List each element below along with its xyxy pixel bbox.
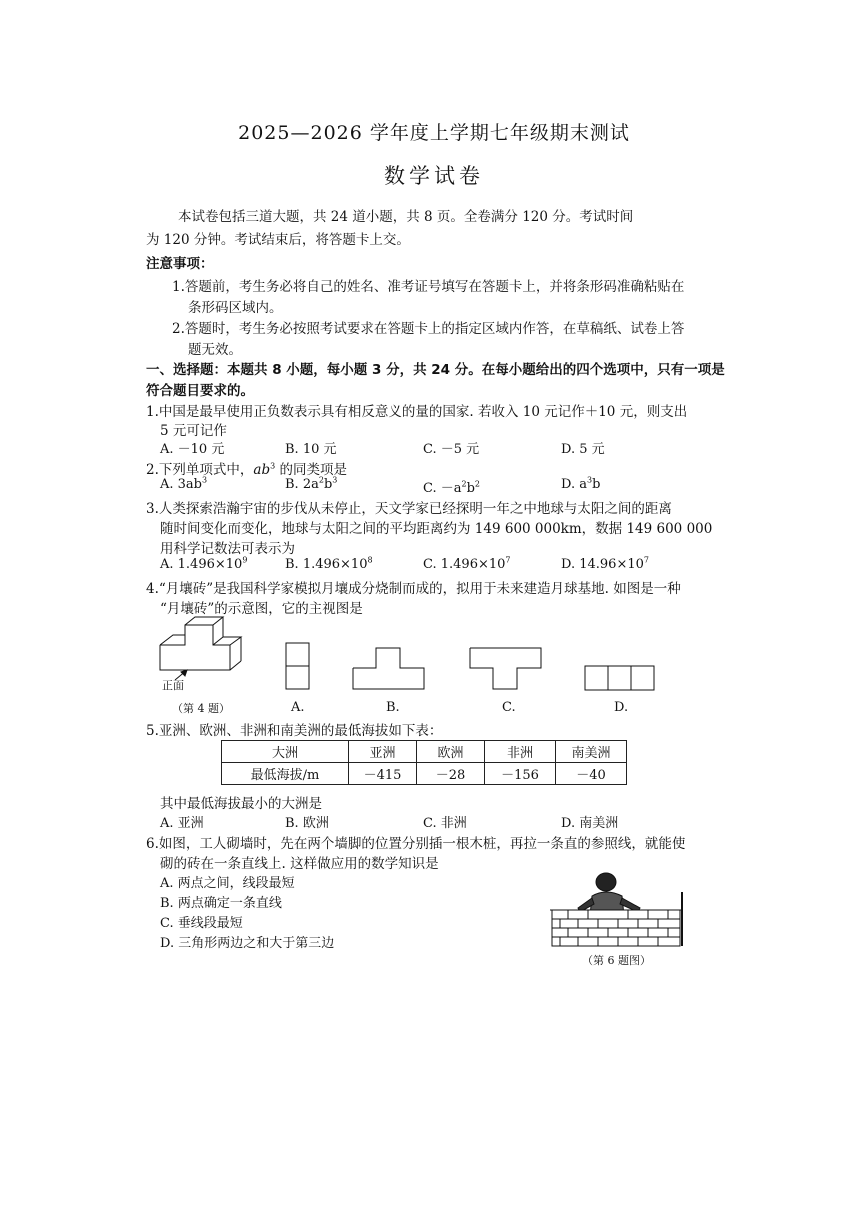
q6-stem-line-2: 砌的砖在一条直线上. 这样做应用的数学知识是 — [160, 856, 439, 872]
table-cell: 大洲 — [222, 741, 349, 763]
table-cell: 非洲 — [485, 741, 556, 763]
table-row — [222, 741, 627, 763]
q6-option-c: C. 垂线段最短 — [160, 916, 243, 931]
q4-option-c-label: C. — [502, 700, 516, 715]
q5-option-b: B. 欧洲 — [285, 816, 329, 831]
q6-bricklayer-figure — [548, 870, 688, 948]
exam-subtitle: 数学试卷 — [384, 164, 484, 188]
q4-figure-caption: （第 4 题） — [172, 702, 230, 715]
q4-option-a-label: A. — [291, 700, 305, 715]
notice-item-1-line-2: 条形码区域内。 — [188, 300, 283, 316]
q4-option-c-figure — [469, 647, 544, 692]
notice-item-2-line-1: 2.答题时，考生务必按照考试要求在答题卡上的指定区域内作答，在草稿纸、试卷上答 — [172, 321, 685, 337]
table-cell: 最低海拔/m — [222, 763, 349, 785]
q4-option-d-figure — [584, 665, 656, 692]
q6-option-b: B. 两点确定一条直线 — [160, 896, 282, 911]
q2-option-a: A. $3ab^3$ — [160, 475, 208, 492]
q6-figure-caption: （第 6 题图） — [582, 954, 651, 967]
q4-option-d-label: D. — [614, 700, 629, 715]
q1-stem-line-2: 5 元可记作 — [160, 423, 227, 439]
q3-stem-line-1: 3.人类探索浩瀚宇宙的步伐从未停止，天文学家已经探明一年之中地球与太阳之间的距离 — [146, 501, 672, 517]
q4-front-label: 正面 — [162, 679, 184, 692]
q2-option-b: B. $2a^2b^3$ — [285, 475, 338, 492]
q1-option-c: C. －5 元 — [423, 442, 480, 457]
intro-line-1: 本试卷包括三道大题，共 24 道小题，共 8 页。全卷满分 120 分。考试时间 — [178, 209, 634, 225]
q2-option-c: C. $-a^2b^2$ — [423, 479, 481, 496]
q4-stem-line-1: 4.“月壤砖”是我国科学家模拟月壤成分烧制而成的，拟用于未来建造月球基地. 如图是一种 — [146, 581, 681, 597]
q3-stem-line-3: 用科学记数法可表示为 — [160, 541, 295, 557]
table-cell: 亚洲 — [348, 741, 416, 763]
q3-option-a: A. $1.496\times 10^9$ — [160, 555, 248, 572]
q3-stem-line-2: 随时间变化而变化，地球与太阳之间的平均距离约为 149 600 000km，数据 149 600 000 — [160, 521, 713, 537]
table-row — [222, 763, 627, 785]
q5-option-a: A. 亚洲 — [160, 816, 204, 831]
table-cell: －28 — [417, 763, 485, 785]
q6-stem-line-1: 6.如图，工人砌墙时，先在两个墙脚的位置分别插一根木桩，再拉一条直的参照线，就能使 — [146, 836, 686, 852]
q3-option-b: B. $1.496\times 10^8$ — [285, 555, 373, 572]
section-1-heading-line-1: 一、选择题：本题共 8 小题，每小题 3 分，共 24 分。在每小题给出的四个选项中，只有一项是 — [146, 362, 725, 378]
q3-option-d: D. $14.96\times 10^7$ — [561, 555, 649, 572]
q4-stem-line-2: “月壤砖”的示意图，它的主视图是 — [160, 601, 363, 617]
q1-stem-line-1: 1.中国是最早使用正负数表示具有相反意义的量的国家. 若收入 10 元记作＋10 元，则支出 — [146, 404, 688, 420]
exam-title: 2025—2026 学年度上学期七年级期末测试 — [238, 122, 630, 144]
q5-altitude-table — [221, 740, 627, 785]
intro-line-2: 为 120 分钟。考试结束后，将答题卡上交。 — [146, 232, 410, 248]
q6-option-d: D. 三角形两边之和大于第三边 — [160, 936, 335, 951]
q4-option-a-figure — [285, 642, 311, 692]
q5-question: 其中最低海拔最小的大洲是 — [160, 796, 322, 812]
q5-option-c: C. 非洲 — [423, 816, 467, 831]
q2-option-d: D. $a^3b$ — [561, 475, 601, 492]
notice-item-2-line-2: 题无效。 — [188, 342, 242, 358]
q6-option-a: A. 两点之间，线段最短 — [160, 876, 295, 891]
q4-option-b-figure — [352, 647, 427, 692]
q4-option-b-label: B. — [386, 700, 400, 715]
table-cell: －156 — [485, 763, 556, 785]
table-cell: 欧洲 — [417, 741, 485, 763]
table-cell: 南美洲 — [556, 741, 627, 763]
table-cell: －40 — [556, 763, 627, 785]
q5-option-d: D. 南美洲 — [561, 816, 619, 831]
q1-option-a: A. －10 元 — [160, 442, 225, 457]
table-cell: －415 — [348, 763, 416, 785]
section-1-heading-line-2: 符合题目要求的。 — [146, 383, 254, 399]
q2-stem: 2.下列单项式中，$ab^3$ 的同类项是 — [146, 461, 347, 478]
q1-option-b: B. 10 元 — [285, 442, 337, 457]
q1-option-d: D. 5 元 — [561, 442, 605, 457]
q5-stem: 5.亚洲、欧洲、非洲和南美洲的最低海拔如下表： — [146, 723, 443, 739]
q3-option-c: C. $1.496\times 10^7$ — [423, 555, 511, 572]
notice-heading: 注意事项： — [146, 256, 214, 272]
notice-item-1-line-1: 1.答题前，考生务必将自己的姓名、准考证号填写在答题卡上，并将条形码准确粘贴在 — [172, 279, 685, 295]
